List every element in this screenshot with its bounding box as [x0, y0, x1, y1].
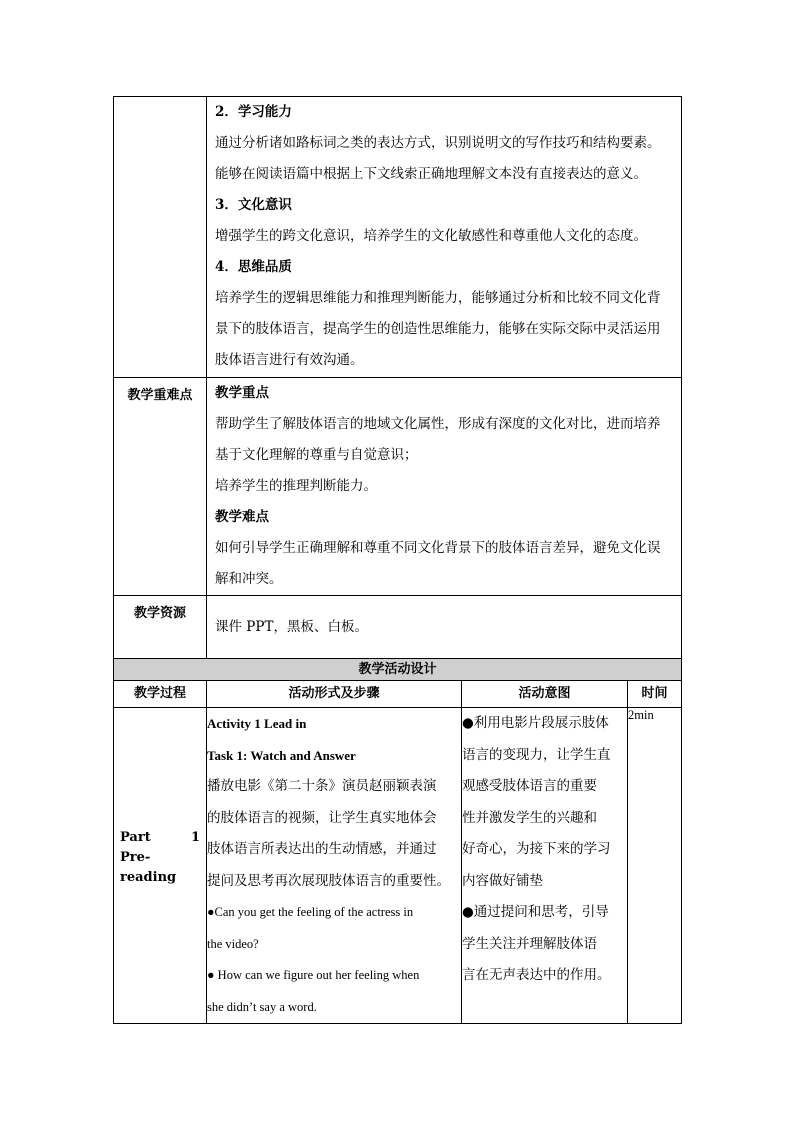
column-header-time: 时间	[628, 681, 682, 708]
learning-ability-line-2: 能够在阅读语篇中根据上下文线索正确地理解文本没有直接表达的意义。	[215, 166, 647, 182]
intent-line-7: ●通过提问和思考，引导	[462, 904, 609, 920]
resources-content-cell	[207, 596, 682, 659]
question-2-line-2: she didn’t say a word.	[207, 999, 317, 1014]
difficult-point-heading: 教学难点	[215, 509, 269, 525]
intent-line-5: 好奇心，为接下来的学习	[462, 841, 611, 857]
thinking-quality-heading: 4．思维品质	[215, 259, 292, 275]
intent-line-3: 观感受肢体语言的重要	[462, 778, 597, 794]
learning-ability-line-1: 通过分析诸如路标词之类的表达方式，识别说明文的写作技巧和结构要素。	[215, 135, 661, 151]
culture-awareness-line: 增强学生的跨文化意识，培养学生的文化敏感性和尊重他人文化的态度。	[215, 228, 647, 244]
objectives-row	[114, 97, 682, 378]
steps-cell	[207, 708, 462, 1024]
intent-line-6: 内容做好铺垫	[462, 872, 543, 889]
process-part-number: 1	[190, 830, 200, 845]
process-label	[114, 708, 206, 888]
difficult-point-line-1: 如何引导学生正确理解和尊重不同文化背景下的肢体语言差异，避免文化误	[215, 540, 661, 556]
activity-title: Activity 1 Lead in	[207, 716, 307, 731]
steps-desc-line-1: 播放电影《第二十条》演员赵丽颖表演	[207, 778, 437, 794]
intent-line-1: ●利用电影片段展示肢体	[462, 715, 609, 731]
culture-awareness-heading: 3．文化意识	[215, 197, 292, 213]
objectives-content-cell	[207, 97, 682, 378]
key-point-line-2: 基于文化理解的尊重与自觉意识；	[215, 447, 418, 463]
steps-desc-line-3: 肢体语言所表达出的生动情感，并通过	[207, 841, 437, 857]
time-value: 2min	[628, 708, 654, 722]
column-header-process: 教学过程	[114, 681, 207, 708]
resources-label: 教学资源	[114, 596, 207, 659]
intent-line-9: 言在无声表达中的作用。	[462, 967, 611, 983]
question-1-line-1: ●Can you get the feeling of the actress in	[207, 905, 414, 919]
intent-line-4: 性并激发学生的兴趣和	[462, 809, 597, 826]
intent-cell	[462, 708, 628, 1024]
resources-text: 课件 PPT，黑板、白板。	[215, 619, 368, 635]
process-cell	[114, 708, 207, 1024]
activity-title-row	[114, 659, 682, 681]
thinking-quality-line-2: 景下的肢体语言，提高学生的创造性思维能力，能够在实际交际中灵活运用	[215, 321, 661, 337]
keypoints-row	[114, 378, 682, 596]
key-point-heading: 教学重点	[215, 385, 269, 401]
activity-row-pre-reading	[114, 708, 682, 1024]
thinking-quality-line-3: 肢体语言进行有效沟通。	[215, 352, 364, 368]
objectives-label-cell	[114, 97, 207, 378]
steps-desc-line-4: 提问及思考再次展现肢体语言的重要性。	[207, 872, 450, 889]
steps-desc-line-2: 的肢体语言的视频，让学生真实地体会	[207, 809, 437, 826]
column-header-steps: 活动形式及步骤	[207, 681, 462, 708]
difficult-point-line-2: 解和冲突。	[215, 571, 283, 587]
activity-column-header-row	[114, 681, 682, 708]
question-2-line-1: ● How can we figure out her feeling when	[207, 968, 420, 982]
thinking-quality-line-1: 培养学生的逻辑思维能力和推理判断能力，能够通过分析和比较不同文化背	[215, 290, 661, 306]
keypoints-content-cell	[207, 378, 682, 596]
resources-row	[114, 596, 682, 659]
key-point-line-1: 帮助学生了解肢体语言的地域文化属性，形成有深度的文化对比，进而培养	[215, 416, 661, 432]
lesson-plan-table	[113, 96, 682, 1024]
column-header-intent: 活动意图	[462, 681, 628, 708]
task-title: Task 1: Watch and Answer	[207, 747, 356, 763]
key-point-line-3: 培养学生的推理判断能力。	[215, 478, 377, 494]
process-part-word: Part	[120, 830, 151, 845]
intent-line-8: 学生关注并理解肢体语	[462, 935, 597, 952]
intent-line-2: 语言的变现力，让学生直	[462, 746, 611, 763]
time-cell	[628, 708, 682, 1024]
question-1-line-2: the video?	[207, 936, 259, 951]
keypoints-label: 教学重难点	[114, 378, 207, 596]
process-part-name: Pre-reading	[120, 850, 177, 885]
learning-ability-heading: 2．学习能力	[215, 104, 292, 120]
activity-design-title: 教学活动设计	[114, 659, 682, 681]
